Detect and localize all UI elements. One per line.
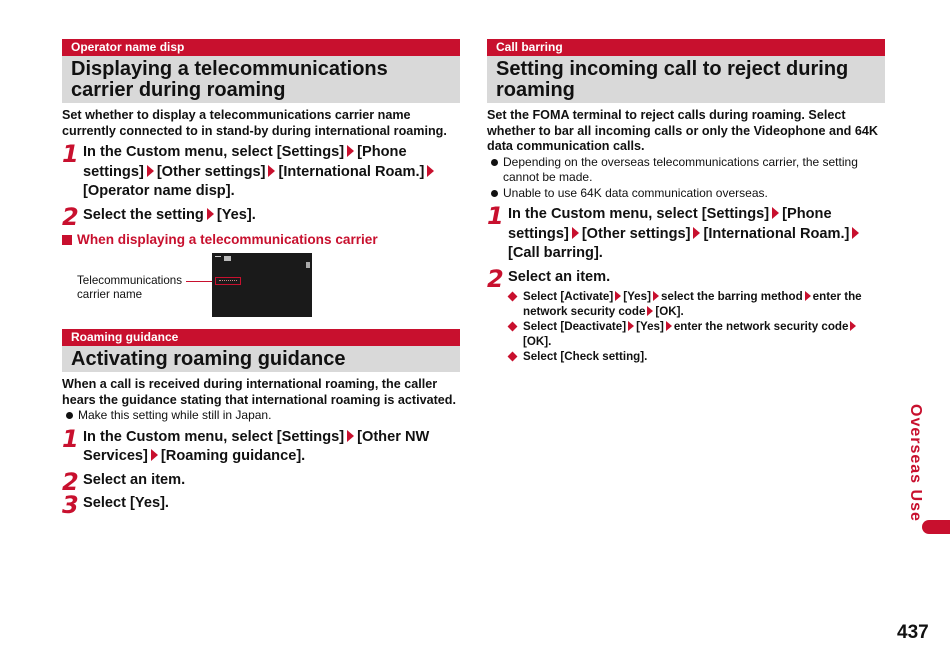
diamond-bullet-icon xyxy=(508,322,518,332)
option-text: [Yes] xyxy=(636,320,664,333)
option-text: Select [Activate] xyxy=(523,290,614,303)
step-number: 2 xyxy=(487,264,504,293)
step-1 xyxy=(487,202,885,264)
section-intro: Set the FOMA terminal to reject calls during roaming. Select whether to bar all incoming calls or only the Videophone and 64K data communication calls. xyxy=(487,108,878,153)
arrow-right-icon xyxy=(647,306,653,316)
option-activate xyxy=(487,289,885,319)
step-number: 3 xyxy=(62,491,79,519)
arrow-right-icon xyxy=(572,227,579,239)
step-text: [Operator name disp]. xyxy=(83,183,235,199)
step-1 xyxy=(62,424,460,467)
step-text: [Phone settings] xyxy=(508,206,832,242)
step-text: [Phone settings] xyxy=(83,144,407,180)
arrow-right-icon xyxy=(693,227,700,239)
bullet-note xyxy=(62,408,460,424)
status-icon xyxy=(306,262,310,268)
chapter-marker xyxy=(922,520,950,534)
option-check-setting xyxy=(487,349,885,364)
option-text: enter the network security code xyxy=(523,290,862,318)
step-text: [International Roam.] xyxy=(278,163,425,180)
step-text: [Roaming guidance]. xyxy=(160,448,306,464)
square-bullet-icon xyxy=(62,235,72,245)
step-text: In the Custom menu, select [Settings] xyxy=(508,206,770,222)
antenna-icon xyxy=(215,256,221,261)
option-text: [OK]. xyxy=(655,305,684,318)
arrow-right-icon xyxy=(147,165,154,177)
arrow-right-icon xyxy=(427,165,434,177)
step-text: Select an item. xyxy=(508,268,611,285)
section-title-operator-name: Displaying a telecommunications carrier during roaming xyxy=(62,56,460,103)
step-number: 1 xyxy=(487,202,504,230)
arrow-right-icon xyxy=(805,291,811,301)
bullet-dot-icon xyxy=(491,159,498,166)
bullet-note xyxy=(487,186,885,202)
step-text: [Yes]. xyxy=(216,206,256,223)
arrow-right-icon xyxy=(628,321,634,331)
step-text: Select [Yes]. xyxy=(83,495,169,511)
step-text: In the Custom menu, select [Settings] xyxy=(83,144,345,160)
section-tag-call-barring: Call barring xyxy=(487,39,885,56)
bullet-note xyxy=(487,155,885,186)
section-title-call-barring: Setting incoming call to reject during roaming xyxy=(487,56,885,103)
arrow-right-icon xyxy=(347,145,354,157)
step-text: [International Roam.] xyxy=(703,225,850,242)
left-column xyxy=(62,39,460,519)
figure-label: Telecommunications carrier name xyxy=(77,274,183,301)
option-text: enter the network security code xyxy=(673,320,849,333)
subheading-text: When displaying a telecommunications carrier xyxy=(77,232,378,247)
subheading xyxy=(62,232,460,248)
step-number: 2 xyxy=(62,202,79,231)
carrier-name-box xyxy=(215,277,241,285)
diamond-bullet-icon xyxy=(508,292,518,302)
section-tag-operator-name: Operator name disp xyxy=(62,39,460,56)
step-text: Select an item. xyxy=(83,471,186,488)
bullet-text: Make this setting while still in Japan. xyxy=(78,408,272,422)
bullet-dot-icon xyxy=(491,190,498,197)
arrow-right-icon xyxy=(850,321,856,331)
arrow-right-icon xyxy=(268,165,275,177)
arrow-right-icon xyxy=(151,449,158,461)
section-intro: When a call is received during international roaming, the caller hears the guidance stating that international roaming is activated. xyxy=(62,377,456,407)
arrow-right-icon xyxy=(207,208,214,220)
diamond-bullet-icon xyxy=(508,352,518,362)
step-1 xyxy=(62,140,460,202)
step-number: 2 xyxy=(62,467,79,496)
arrow-right-icon xyxy=(772,207,779,219)
page-number: 437 xyxy=(897,622,929,643)
step-2 xyxy=(487,264,885,293)
bullet-text: Depending on the overseas telecommunications carrier, the setting cannot be made. xyxy=(503,154,858,184)
option-deactivate xyxy=(487,319,885,349)
section-tag-roaming-guidance: Roaming guidance xyxy=(62,329,460,346)
option-text: select the barring method xyxy=(660,290,803,303)
arrow-right-icon xyxy=(653,291,659,301)
option-text: Select [Deactivate] xyxy=(523,320,627,333)
battery-icon xyxy=(224,256,231,261)
option-text: Select [Check setting]. xyxy=(523,350,648,363)
step-2 xyxy=(62,202,460,231)
step-text: In the Custom menu, select [Settings] xyxy=(83,428,345,445)
step-number: 1 xyxy=(62,140,79,168)
step-number: 1 xyxy=(62,424,79,453)
screen-figure xyxy=(62,252,460,326)
step-text: [Other settings] xyxy=(156,163,266,180)
right-column xyxy=(487,39,885,364)
step-2 xyxy=(62,467,460,496)
step-text: [Call barring]. xyxy=(508,245,603,261)
option-text: [OK]. xyxy=(523,335,552,348)
step-text: Select the setting xyxy=(83,206,204,223)
arrow-right-icon xyxy=(615,291,621,301)
phone-screen-image xyxy=(212,253,312,317)
step-text: [Other settings] xyxy=(581,225,691,242)
arrow-right-icon xyxy=(347,430,354,442)
option-text: [Yes] xyxy=(623,290,651,303)
bullet-text: Unable to use 64K data communication overseas. xyxy=(503,185,768,200)
bullet-dot-icon xyxy=(66,412,73,419)
step-3 xyxy=(62,491,460,519)
arrow-right-icon xyxy=(852,227,859,239)
chapter-side-tab xyxy=(907,404,935,522)
step-text: [Other NW Services] xyxy=(83,428,430,464)
arrow-right-icon xyxy=(666,321,672,331)
section-title-roaming-guidance: Activating roaming guidance xyxy=(62,346,460,372)
chapter-label: Overseas Use xyxy=(907,404,924,522)
section-intro: Set whether to display a telecommunications carrier name currently connected to in stand-by during international roaming. xyxy=(62,108,447,138)
